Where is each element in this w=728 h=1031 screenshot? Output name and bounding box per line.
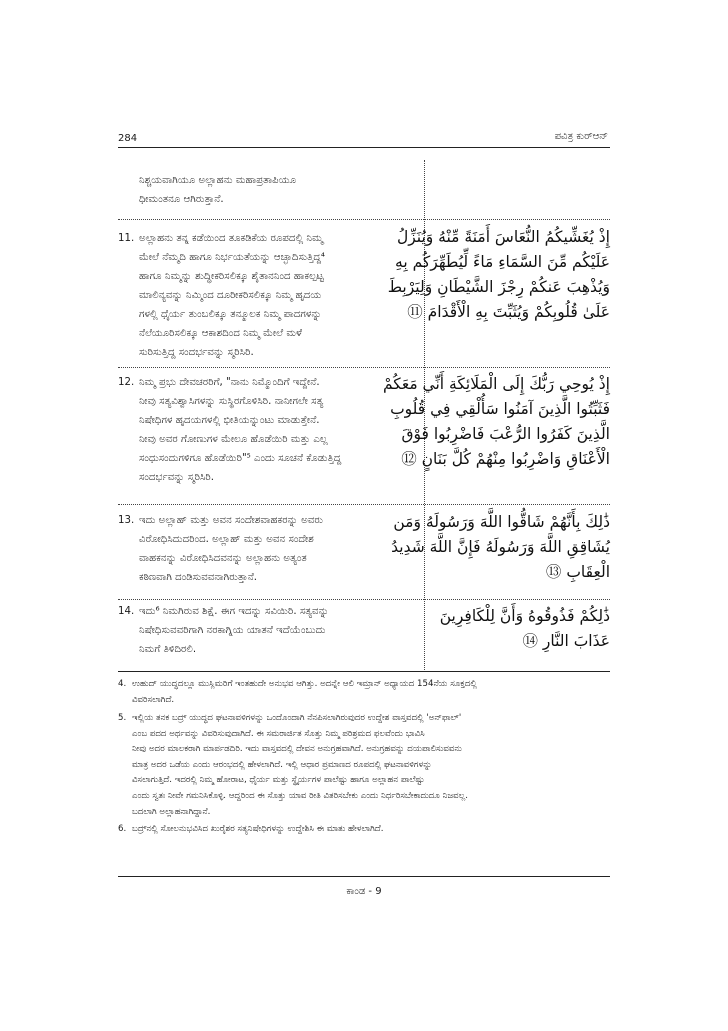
verse-number: 13. (118, 515, 135, 526)
text-line: ವಿರೋಧಿಸಿದುದರಿಂದ. ಅಲ್ಲಾಹ್ ಮತ್ತು ಅವನ ಸಂದೇಶ (139, 534, 314, 545)
footer-rule (118, 876, 610, 877)
arabic-line: عَلَيْكُم مِّنَ السَّمَاءِ مَاءً لِّيُطَهِّرَكُم بِهِ (395, 253, 610, 271)
separator (118, 599, 610, 600)
arabic-line: الْعِقَابِ ⑬ (545, 563, 610, 581)
arabic-line: ذَٰلِكَ بِأَنَّهُمْ شَاقُّوا اللَّهَ وَرَسُولَهُ وَمَن (393, 513, 610, 531)
text-line: ಇದು ಅಲ್ಲಾಹ್ ಮತ್ತು ಅವನ ಸಂದೇಶವಾಹಕರನ್ನು ಅವರು (139, 515, 323, 526)
text-line: ಕಠಿಣವಾಗಿ ದಂಡಿಸುವವನಾಗಿರುತ್ತಾನೆ. (139, 572, 258, 583)
text-line: ನಿಮಗೆ ತಿಳಿದಿರಲಿ. (139, 644, 197, 655)
separator (118, 219, 610, 220)
separator (118, 367, 610, 368)
text-line: ಸುರಿಸುತ್ತಿದ್ದ ಸಂದರ್ಭವನ್ನು ಸ್ಮರಿಸಿರಿ. (139, 347, 254, 358)
footnote-line: ಎಂಬ ಪದದ ಅರ್ಥವನ್ನು ವಿವರಿಸುವುದಾಗಿದೆ. ಈ ಸಮರಾರ್ಜಿತ ಸೊತ್ತು ನಿಮ್ಮ ಪರಿಶ್ರಮದ ಫಲವೆಂದು ಭಾವಿಸಿ (132, 728, 425, 739)
text-line: ಸಂಧುಸಂದುಗಳಿಗೂ ಹೊಡೆಯಿರಿ"⁵ ಎಂದು ಸೂಚನೆ ಕೊಡುತ್ತಿದ್ದ (139, 453, 342, 464)
arabic-line: وَيُذْهِبَ عَنكُمْ رِجْزَ الشَّيْطَانِ وَلِيَرْبِطَ (387, 278, 610, 296)
text-line: ನಿಷೇಧಿಗಳ ಹೃದಯಗಳಲ್ಲಿ ಭೀತಿಯನ್ನುಂಟು ಮಾಡುತ್ತೇನೆ. (139, 415, 320, 426)
text-line: ನೀವು ಅವರ ಗೋಣುಗಳ ಮೇಲೂ ಹೊಡೆಯಿರಿ ಮತ್ತು ಎಲ್ಲ (139, 434, 328, 445)
footnote-4 (118, 677, 618, 708)
page-number: 284 (118, 133, 138, 144)
verse-number: 14. (118, 606, 135, 617)
text-line: ಮೇಲೆ ನೆಮ್ಮದಿ ಹಾಗೂ ನಿರ್ಭಯತೆಯನ್ನು ಆಚ್ಛಾದಿಸುತ್ತಿದ್ದ⁴ (139, 252, 326, 263)
verse-12-arabic (382, 372, 610, 472)
footnote-number: 6. (118, 824, 127, 834)
footnote-rule (118, 671, 610, 672)
text-line: ಅಲ್ಲಾಹನು ತನ್ನ ಕಡೆಯಿಂದ ತೂಕಡಿಕೆಯ ರೂಪದಲ್ಲಿ ನಿಮ್ಮ (139, 233, 324, 244)
verse-number: 12. (118, 377, 135, 388)
text-line: ನೆಲೆಯೂರಿಸಲಿಕ್ಕೂ ಆಕಾಶದಿಂದ ನಿಮ್ಮ ಮೇಲೆ ಮಳೆ (139, 328, 303, 339)
verse-14-arabic (430, 604, 610, 654)
juz-label: ಕಾಂಡ - 9 (346, 886, 382, 897)
text-line: ಇದು⁶ ನಿಮಗಿರುವ ಶಿಕ್ಷೆ. ಈಗ ಇದನ್ನು ಸವಿಯಿರಿ. ಸತ್ಯವನ್ನು (139, 606, 329, 617)
text-line: ನಿಷೇಧಿಸುವವರಿಗಾಗಿ ನರಕಾಗ್ನಿಯ ಯಾತನೆ ಇದೆಯೆಂಬುದು (139, 625, 326, 636)
footnote-6 (118, 822, 618, 838)
text-line: ನಿಶ್ಚಯವಾಗಿಯೂ ಅಲ್ಲಾಹನು ಮಹಾಪ್ರತಾಪಿಯೂ (139, 175, 297, 186)
footnote-line: ಇಲ್ಲಿಯ ತನಕ ಬದ್ರ್ ಯುದ್ಧದ ಘಟನಾವಳಿಗಳನ್ನು ಒಂದೊಂದಾಗಿ ನೆನಪಿಸಲಾಗಿರುವುದರ ಉದ್ದೇಶ ವಾಸ್ತವದಲ್ಲಿ 'ಅನ್‌ಫಾಲ್' (132, 713, 462, 723)
verse-11-arabic (387, 225, 610, 325)
footnote-line: ಉಹುದ್ ಯುದ್ಧದಲ್ಲೂ ಮುಸ್ಲಿಮರಿಗೆ ಇಂತಹುದೇ ಅನುಭವ ಆಗಿತ್ತು. ಅದನ್ನೇ ಆಲಿ ಇಮ್ರಾನ್ ಅಧ್ಯಾಯದ 154ನೆಯ ಸೂಕ್ತದಲ್ಲಿ (132, 679, 477, 689)
footnote-line: ಬದಲಾಗಿ ಅಲ್ಲಾಹನಾಗಿದ್ದಾನೆ. (132, 806, 211, 817)
footnote-line: ನೀವು ಅದರ ಮಾಲಕರಾಗಿ ಮಾರ್ಪಡದಿರಿ. ಇದು ವಾಸ್ತವದಲ್ಲಿ ದೇವನ ಅನುಗ್ರಹವಾಗಿದೆ. ಅನುಗ್ರಹವನ್ನು ದಯಪಾಲಿಸುವವನು (132, 744, 462, 755)
arabic-line: الْأَعْنَاقِ وَاضْرِبُوا مِنْهُمْ كُلَّ بَنَانٍ ⑫ (401, 450, 610, 468)
text-line: ನೀವು ಸತ್ಯವಿಶ್ವಾಸಿಗಳನ್ನು ಸುಸ್ಥಿರಗೊಳಿಸಿರಿ. ನಾನೀಗಲೇ ಸತ್ಯ (139, 396, 324, 407)
footnote-line: ಬದ್ರ್‌ನಲ್ಲಿ ಸೋಲನುಭವಿಸಿದ ಖುರೈಶರ ಸತ್ಯನಿಷೇಧಿಗಳನ್ನು ಉದ್ದೇಶಿಸಿ ಈ ಮಾತು ಹೇಳಲಾಗಿದೆ. (132, 824, 384, 834)
footnote-line: ಎಂದು ಸ್ವತಃ ನೀವೇ ಗಮನಿಸಿಕೊಳ್ಳಿ. ಆದ್ದರಿಂದ ಈ ಸೊತ್ತು ಯಾವ ರೀತಿ ವಿತರಿಸಬೇಕು ಎಂದು ನಿರ್ಧರಿಸಬೇಕಾದುದೂ ನಿಜವಲ್ಲ. (132, 790, 468, 801)
text-line: ಹಾಗೂ ನಿಮ್ಮನ್ನು ಶುದ್ಧೀಕರಿಸಲಿಕ್ಕೂ ಶೈತಾನನಿಂದ ಹಾಕಲ್ಪಟ್ಟ (139, 271, 324, 282)
footnote-5 (118, 711, 618, 820)
separator (118, 504, 610, 505)
footnote-line: ಮಾತ್ರ ಅದರ ಒಡೆಯ ಎಂದು ಆರಂಭದಲ್ಲಿ ಹೇಳಲಾಗಿದೆ. ಇಲ್ಲಿ ಆಧಾರ ಪ್ರಮಾಣದ ರೂಪದಲ್ಲಿ ಘಟನಾವಳಿಗಳನ್ನು (132, 759, 432, 770)
footnote-number: 4. (118, 679, 127, 689)
verse-13-arabic (391, 510, 610, 585)
verse-13-translation (118, 511, 418, 587)
arabic-line: فَثَبِّتُوا الَّذِينَ آمَنُوا سَأُلْقِي فِي قُلُوبِ (390, 400, 610, 418)
text-line: ವಾಹಕನನ್ನು ವಿರೋಧಿಸಿದವನನ್ನು ಅಲ್ಲಾಹನು ಅತ್ಯಂತ (139, 553, 307, 564)
text-line: ಮಾಲಿನ್ಯವನ್ನು ನಿಮ್ಮಿಂದ ದೂರೀಕರಿಸಲಿಕ್ಕೂ ನಿಮ್ಮ ಹೃದಯ (139, 290, 322, 301)
footnote-number: 5. (118, 713, 127, 723)
arabic-line: الَّذِينَ كَفَرُوا الرُّعْبَ فَاضْرِبُوا فَوْقَ (401, 425, 610, 443)
footnote-line: ವಿಸಲಾಗುತ್ತಿದೆ. ಇದರಲ್ಲಿ ನಿಮ್ಮ ಹೋರಾಟ, ಧೈರ್ಯ ಮತ್ತು ಸ್ಥೈರ್ಯಗಳ ಪಾಲೆಷ್ಟು ಹಾಗೂ ಅಲ್ಲಾಹನ ಪಾಲೆಷ್ಟು (132, 775, 425, 786)
verse-11-translation (118, 229, 418, 362)
arabic-line: عَذَابَ النَّارِ ⑭ (522, 632, 610, 650)
arabic-line: ذَٰلِكُمْ فَذُوقُوهُ وَأَنَّ لِلْكَافِرِينَ (439, 607, 610, 625)
header-rule (118, 147, 610, 148)
arabic-line: يُشَاقِقِ اللَّهَ وَرَسُولَهُ فَإِنَّ اللَّهَ شَدِيدُ (391, 538, 610, 556)
footnote-line: ವಿವರಿಸಲಾಗಿದೆ. (132, 694, 175, 705)
text-line: ಧೀಮಂತನೂ ಆಗಿರುತ್ತಾನೆ. (139, 194, 224, 205)
translation-continuation (118, 171, 418, 209)
verse-12-translation (118, 373, 418, 487)
verse-14-translation (118, 602, 418, 659)
arabic-line: إِذْ يُغَشِّيكُمُ النُّعَاسَ أَمَنَةً مِّنْهُ وَيُنَزِّلُ (396, 228, 610, 246)
verse-number: 11. (118, 233, 135, 244)
text-line: ಗಳಲ್ಲಿ ಧೈರ್ಯ ತುಂಬಲಿಕ್ಕೂ ತನ್ಮೂಲಕ ನಿಮ್ಮ ಪಾದಗಳನ್ನು (139, 309, 322, 320)
text-line: ಸಂದರ್ಭವನ್ನು ಸ್ಮರಿಸಿರಿ. (139, 472, 214, 483)
arabic-line: عَلَىٰ قُلُوبِكُمْ وَيُثَبِّتَ بِهِ الْأَقْدَامَ ⑪ (407, 303, 610, 321)
arabic-line: إِذْ يُوحِي رَبُّكَ إِلَى الْمَلَائِكَةِ أَنِّي مَعَكُمْ (382, 375, 610, 393)
book-title: ಪವಿತ್ರ ಕುರ್‌ಆನ್ (554, 131, 608, 142)
text-line: ನಿಮ್ಮ ಪ್ರಭು ದೇವಚರರಿಗೆ, "ನಾನು ನಿಮ್ಮೊಂದಿಗೆ ಇದ್ದೇನೆ. (139, 377, 320, 388)
